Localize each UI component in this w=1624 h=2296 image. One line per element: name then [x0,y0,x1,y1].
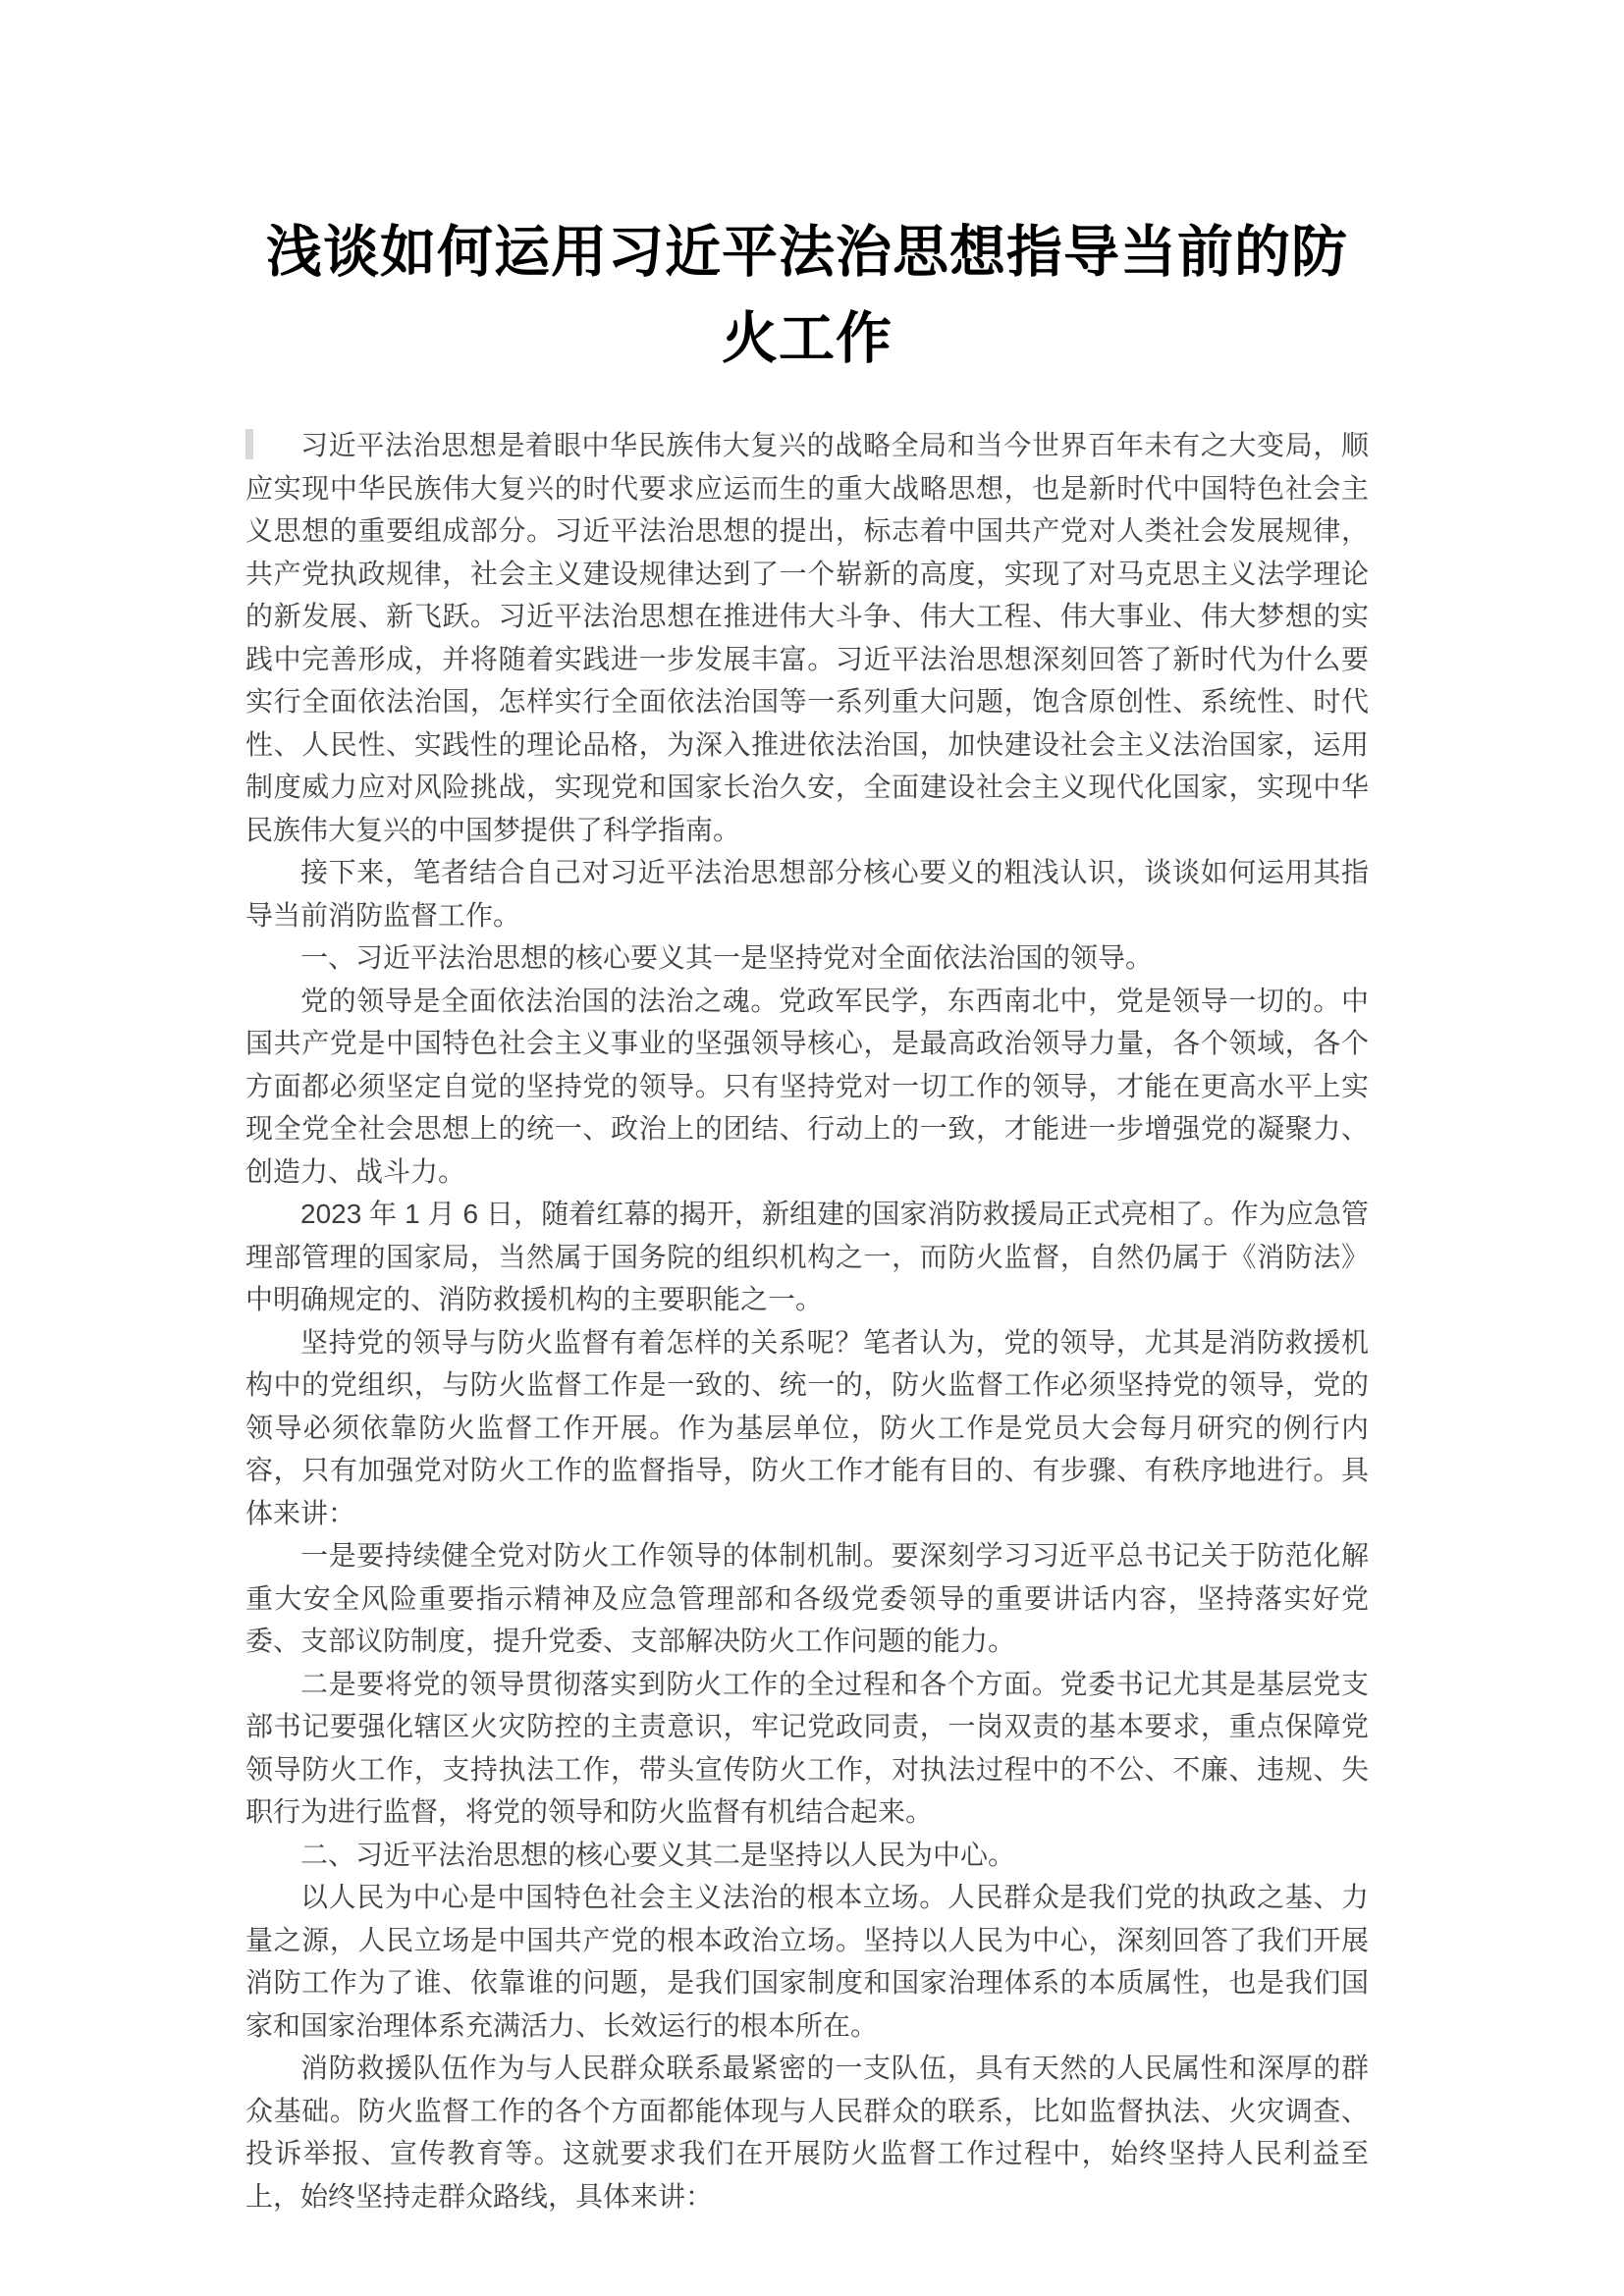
paragraph: 党的领导是全面依法治国的法治之魂。党政军民学，东西南北中，党是领导一切的。中国共产党是中国特色社会主义事业的坚强领导核心，是最高政治领导力量，各个领域，各个方面都必须坚定自觉的坚持党的领导。只有坚持党对一切工作的领导，才能在更高水平上实现全党全社会思想上的统一、政治上的团结、行动上的一致，才能进一步增强党的凝聚力、创造力、战斗力。 [245,985,1369,1187]
document-title-line: 火工作 [722,307,893,370]
document-body [245,424,1369,2217]
paragraph: 二、习近平法治思想的核心要义其二是坚持以人民为中心。 [300,1839,1016,1870]
paragraph: 习近平法治思想是着眼中华民族伟大复兴的战略全局和当今世界百年未有之大变局，顺应实现中华民族伟大复兴的时代要求应运而生的重大战略思想，也是新时代中国特色社会主义思想的重要组成部分。习近平法治思想的提出，标志着中国共产党对人类社会发展规律，共产党执政规律，社会主义建设规律达到了一个崭新的高度，实现了对马克思主义法学理论的新发展、新飞跃。习近平法治思想在推进伟大斗争、伟大工程、伟大事业、伟大梦想的实践中完善形成，并将随着实践进一步发展丰富。习近平法治思想深刻回答了新时代为什么要实行全面依法治国，怎样实行全面依法治国等一系列重大问题，饱含原创性、系统性、时代性、人民性、实践性的理论品格，为深入推进依法治国，加快建设社会主义法治国家，运用制度威力应对风险挑战，实现党和国家长治久安，全面建设社会主义现代化国家，实现中华民族伟大复兴的中国梦提供了科学指南。 [245,430,1369,845]
paragraph: 坚持党的领导与防火监督有着怎样的关系呢？笔者认为，党的领导，尤其是消防救援机构中的党组织，与防火监督工作是一致的、统一的，防火监督工作必须坚持党的领导，党的领导必须依靠防火监督工作开展。作为基层单位，防火工作是党员大会每月研究的例行内容，只有加强党对防火工作的监督指导，防火工作才能有目的、有步骤、有秩序地进行。具体来讲： [245,1326,1369,1528]
paragraph: 消防救援队伍作为与人民群众联系最紧密的一支队伍，具有天然的人民属性和深厚的群众基础。防火监督工作的各个方面都能体现与人民群众的联系，比如监督执法、火灾调查、投诉举报、宣传教育等。这就要求我们在开展防火监督工作过程中，始终坚持人民利益至上，始终坚持走群众路线，具体来讲： [245,2053,1369,2212]
text-caret-indicator [245,429,253,459]
paragraph: 一是要持续健全党对防火工作领导的体制机制。要深刻学习习近平总书记关于防范化解重大安全风险重要指示精神及应急管理部和各级党委领导的重要讲话内容，坚持落实好党委、支部议防制度，提升党委、支部解决防火工作问题的能力。 [245,1540,1369,1656]
paragraph: 二是要将党的领导贯彻落实到防火工作的全过程和各个方面。党委书记尤其是基层党支部书记要强化辖区火灾防控的主责意识，牢记党政同责，一岗双责的基本要求，重点保障党领导防火工作，支持执法工作，带头宣传防火工作，对执法过程中的不公、不廉、违规、失职行为进行监督，将党的领导和防火监督有机结合起来。 [245,1668,1369,1827]
paragraph: 2023 年 1 月 6 日，随着红幕的揭开，新组建的国家消防救援局正式亮相了。作为应急管理部管理的国家局，当然属于国务院的组织机构之一，而防火监督，自然仍属于《消防法》中明确规定的、消防救援机构的主要职能之一。 [245,1199,1369,1314]
paragraph: 以人民为中心是中国特色社会主义法治的根本立场。人民群众是我们党的执政之基、力量之源，人民立场是中国共产党的根本政治立场。坚持以人民为中心，深刻回答了我们开展消防工作为了谁、依靠谁的问题，是我们国家制度和国家治理体系的本质属性，也是我们国家和国家治理体系充满活力、长效运行的根本所在。 [245,1882,1369,2041]
document-title [245,209,1369,382]
document-title-line: 浅谈如何运用习近平法治思想指导当前的防 [266,221,1348,284]
paragraph: 接下来，笔者结合自己对习近平法治思想部分核心要义的粗浅认识，谈谈如何运用其指导当前消防监督工作。 [245,857,1369,931]
paragraph: 一、习近平法治思想的核心要义其一是坚持党对全面依法治国的领导。 [300,942,1154,973]
